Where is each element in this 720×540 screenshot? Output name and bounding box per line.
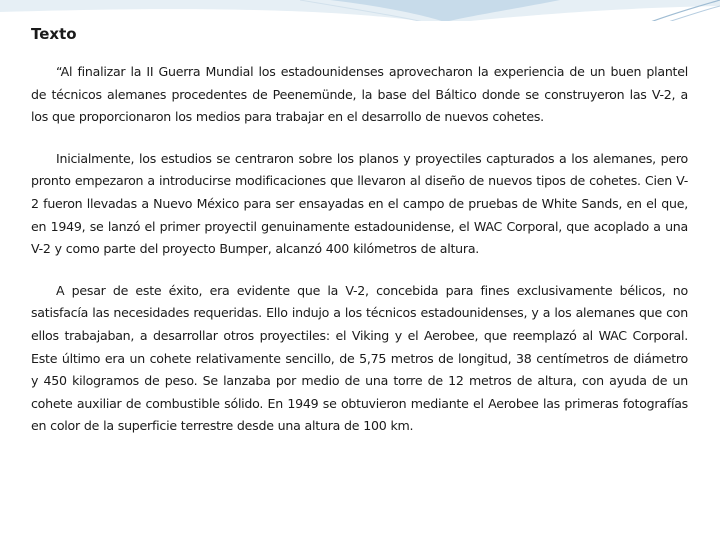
slide-title: Texto — [31, 25, 77, 43]
paragraph-1: “Al finalizar la II Guerra Mundial los estadounidenses aprovecharon la experiencia de un buen plantel de técnicos alemanes procedentes de Peenemünde, la base del Báltico donde se construyeron las V-2, a los que proporcionaron los medios para trabajar en el desarrollo de nuevos cohetes. — [31, 64, 688, 125]
paragraph-2: Inicialmente, los estudios se centraron sobre los planos y proyectiles capturados a los alemanes, pero pronto empezaron a introducirse modificaciones que llevaron al diseño de nuevos tipos de cohetes. Cien V-2 fueron llevadas a Nuevo México para ser ensayadas en el campo de pruebas de White Sands, en el que, en 1949, se lanzó el primer proyectil genuinamente estadounidense, el WAC Corporal, que acoplado a una V-2 y como parte del proyecto Bumper, alcanzó 400 kilómetros de altura. — [31, 150, 688, 257]
content-area — [31, 24, 688, 457]
paragraph-3: A pesar de este éxito, era evidente que la V-2, concebida para fines exclusivamente bélicos, no satisfacía las necesidades requeridas. Ello indujo a los técnicos estadounidenses, y a los alemanes que con ellos trabajaban, a desarrollar otros proyectiles: el Viking y el Aerobee, que reemplazó al WAC Corporal. Este último era un cohete relativamente sencillo, de 5,75 metros de longitud, 38 centímetros de diámetro y 450 kilogramos de peso. Se lanzaba por medio de una torre de 12 metros de altura, con ayuda de un cohete auxiliar de combustible sólido. En 1949 se obtuvieron mediante el Aerobee las primeras fotografías en color de la superficie terrestre desde una altura de 100 km. — [31, 282, 688, 434]
